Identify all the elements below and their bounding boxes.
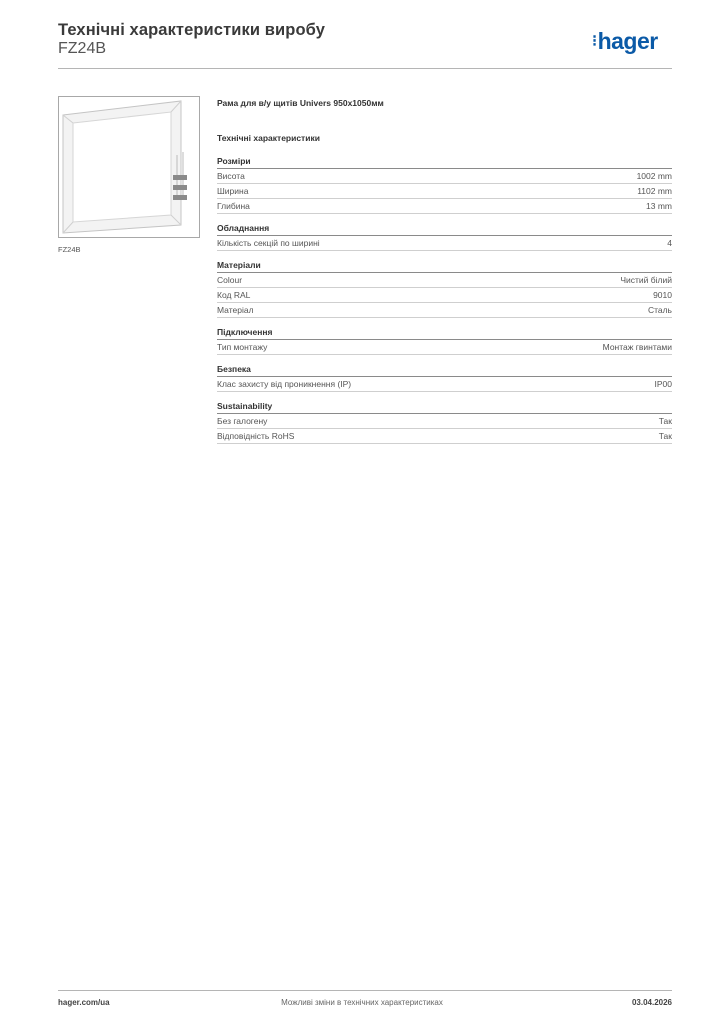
spec-label: Colour bbox=[217, 275, 243, 285]
spec-row bbox=[217, 414, 672, 429]
spec-value: 4 bbox=[667, 238, 672, 248]
spec-value: 1102 mm bbox=[637, 186, 672, 196]
spec-label: Тип монтажу bbox=[217, 342, 268, 352]
spec-row bbox=[217, 236, 672, 251]
frame-illustration bbox=[59, 97, 199, 237]
spec-heading: Технічні характеристики bbox=[217, 133, 320, 143]
spec-group bbox=[217, 223, 672, 251]
spec-value: IP00 bbox=[654, 379, 672, 389]
product-code: FZ24B bbox=[58, 40, 107, 57]
spec-group bbox=[217, 401, 672, 444]
spec-group-title: Sustainability bbox=[217, 401, 672, 414]
footer-date: 03.04.2026 bbox=[631, 998, 672, 1007]
spec-row bbox=[217, 169, 672, 184]
spec-label: Ширина bbox=[217, 186, 249, 196]
spec-value: Чистий білий bbox=[620, 275, 672, 285]
spec-label: Кількість секцій по ширині bbox=[217, 238, 320, 248]
spec-label: Клас захисту від проникнення (IP) bbox=[217, 379, 352, 389]
spec-label: Код RAL bbox=[217, 290, 251, 300]
spec-row bbox=[217, 273, 672, 288]
spec-row bbox=[217, 340, 672, 355]
spec-value: 9010 bbox=[653, 290, 672, 300]
header-divider bbox=[58, 68, 672, 69]
spec-label: Відповідність RoHS bbox=[217, 431, 295, 441]
spec-group bbox=[217, 156, 672, 214]
spec-group bbox=[217, 327, 672, 355]
image-caption: FZ24B bbox=[58, 245, 81, 254]
spec-group-title: Обладнання bbox=[217, 223, 672, 236]
spec-value: Монтаж гвинтами bbox=[602, 342, 672, 352]
spec-group-title: Підключення bbox=[217, 327, 672, 340]
spec-value: 1002 mm bbox=[636, 171, 672, 181]
spec-value: Сталь bbox=[647, 305, 672, 315]
spec-value: 13 mm bbox=[646, 201, 672, 211]
spec-label: Висота bbox=[217, 171, 245, 181]
spec-row bbox=[217, 377, 672, 392]
footer-notice: Можливі зміни в технічних характеристиках bbox=[281, 998, 443, 1007]
spec-group-title: Матеріали bbox=[217, 260, 672, 273]
spec-group bbox=[217, 260, 672, 318]
spec-row bbox=[217, 184, 672, 199]
spec-groups bbox=[217, 156, 672, 444]
hager-logo: ⁝hager bbox=[592, 28, 658, 54]
spec-group-title: Безпека bbox=[217, 364, 672, 377]
product-title: Рама для в/у щитів Univers 950x1050мм bbox=[217, 98, 384, 108]
spec-row bbox=[217, 288, 672, 303]
page-title: Технічні характеристики виробу bbox=[58, 21, 325, 39]
spec-value: Так bbox=[658, 431, 672, 441]
spec-row bbox=[217, 199, 672, 214]
spec-label: Без галогену bbox=[217, 416, 268, 426]
spec-group bbox=[217, 364, 672, 392]
footer-divider bbox=[58, 990, 672, 991]
spec-row bbox=[217, 429, 672, 444]
spec-row bbox=[217, 303, 672, 318]
spec-content bbox=[217, 98, 672, 444]
spec-label: Матеріал bbox=[217, 305, 254, 315]
spec-value: Так bbox=[658, 416, 672, 426]
spec-group-title: Розміри bbox=[217, 156, 672, 169]
product-image bbox=[58, 96, 200, 238]
spec-label: Глибина bbox=[217, 201, 250, 211]
footer-website: hager.com/ua bbox=[58, 998, 110, 1007]
